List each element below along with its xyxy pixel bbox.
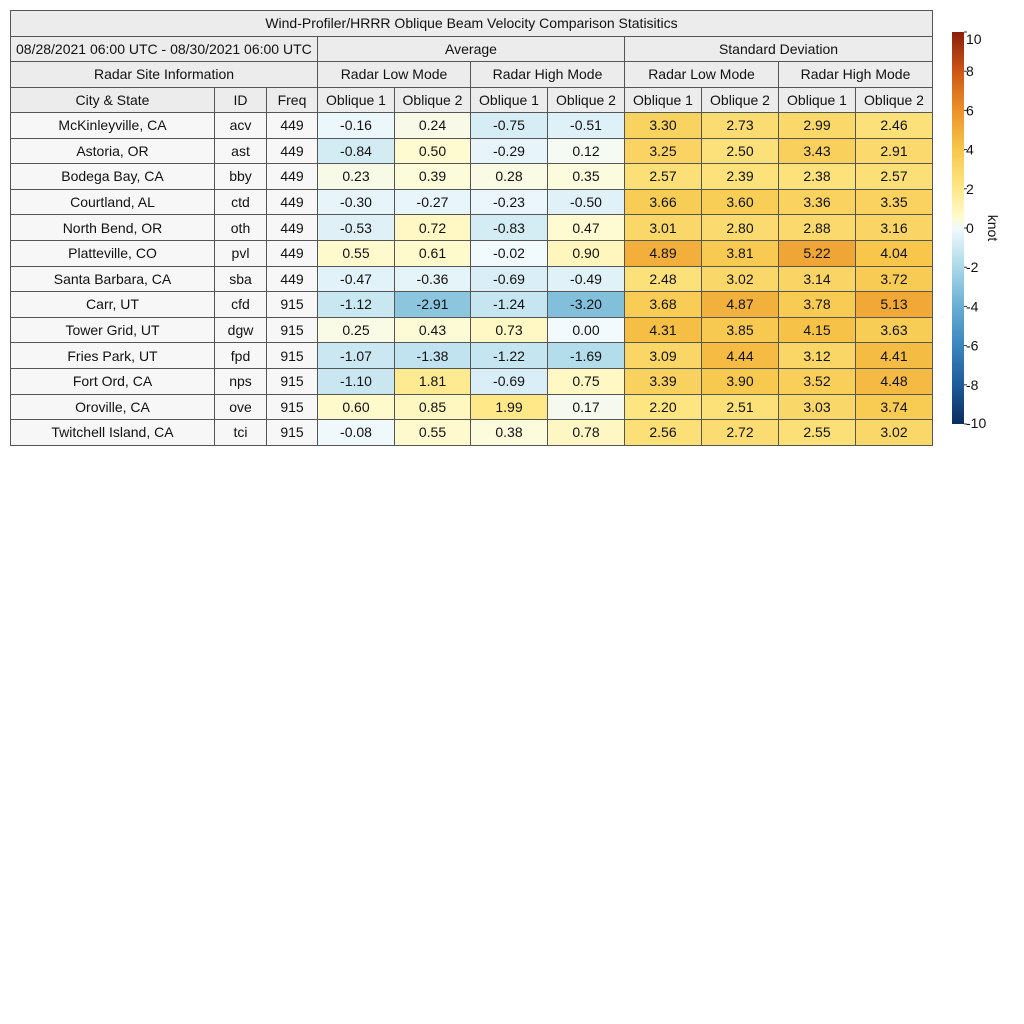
- value-cell: 0.38: [471, 420, 548, 446]
- value-cell: 2.99: [779, 113, 856, 139]
- column-header: Oblique 2: [395, 87, 471, 113]
- value-cell: 0.55: [395, 420, 471, 446]
- value-cell: 2.39: [702, 164, 779, 190]
- value-cell: 3.35: [856, 189, 933, 215]
- colorbar-tick-label: -4: [966, 298, 979, 315]
- column-header: City & State: [11, 87, 215, 113]
- value-cell: 2.57: [856, 164, 933, 190]
- mode-header: Radar Low Mode: [625, 62, 779, 88]
- value-cell: 3.60: [702, 189, 779, 215]
- mode-header: Radar Low Mode: [318, 62, 471, 88]
- value-cell: 2.55: [779, 420, 856, 446]
- value-cell: 3.02: [856, 420, 933, 446]
- value-cell: -1.38: [395, 343, 471, 369]
- site-city-cell: Twitchell Island, CA: [11, 420, 215, 446]
- colorbar-tick-label: -2: [966, 259, 979, 276]
- value-cell: 0.55: [318, 240, 395, 266]
- value-cell: 2.38: [779, 164, 856, 190]
- colorbar-tick-label: -10: [966, 415, 987, 430]
- value-cell: 2.46: [856, 113, 933, 139]
- value-cell: -0.69: [471, 368, 548, 394]
- value-cell: 3.09: [625, 343, 702, 369]
- value-cell: 1.99: [471, 394, 548, 420]
- value-cell: -1.22: [471, 343, 548, 369]
- column-header: Oblique 1: [471, 87, 548, 113]
- value-cell: 0.39: [395, 164, 471, 190]
- mode-header: Radar High Mode: [471, 62, 625, 88]
- site-id-cell: tci: [215, 420, 267, 446]
- value-cell: 3.14: [779, 266, 856, 292]
- value-cell: 3.03: [779, 394, 856, 420]
- site-freq-cell: 449: [267, 215, 318, 241]
- site-city-cell: Fries Park, UT: [11, 343, 215, 369]
- value-cell: 4.48: [856, 368, 933, 394]
- table-row: [11, 394, 933, 420]
- value-cell: -1.07: [318, 343, 395, 369]
- site-id-cell: ove: [215, 394, 267, 420]
- value-cell: -0.50: [548, 189, 625, 215]
- site-city-cell: Bodega Bay, CA: [11, 164, 215, 190]
- value-cell: 2.51: [702, 394, 779, 420]
- site-freq-cell: 449: [267, 113, 318, 139]
- colorbar-tick-label: -8: [966, 376, 979, 393]
- column-header: Oblique 2: [856, 87, 933, 113]
- value-cell: 4.31: [625, 317, 702, 343]
- value-cell: 2.72: [702, 420, 779, 446]
- site-city-cell: Carr, UT: [11, 292, 215, 318]
- table-row: [11, 164, 933, 190]
- value-cell: 3.25: [625, 138, 702, 164]
- value-cell: 0.90: [548, 240, 625, 266]
- value-cell: -0.23: [471, 189, 548, 215]
- value-cell: 5.22: [779, 240, 856, 266]
- value-cell: 4.87: [702, 292, 779, 318]
- column-header: ID: [215, 87, 267, 113]
- value-cell: -0.51: [548, 113, 625, 139]
- value-cell: -1.10: [318, 368, 395, 394]
- value-cell: -2.91: [395, 292, 471, 318]
- value-cell: 0.24: [395, 113, 471, 139]
- site-id-cell: sba: [215, 266, 267, 292]
- colorbar-tick-label: 6: [966, 102, 974, 119]
- value-cell: 0.00: [548, 317, 625, 343]
- site-freq-cell: 449: [267, 266, 318, 292]
- value-cell: -0.69: [471, 266, 548, 292]
- value-cell: 3.81: [702, 240, 779, 266]
- value-cell: 3.12: [779, 343, 856, 369]
- table-row: [11, 368, 933, 394]
- column-header: Freq: [267, 87, 318, 113]
- value-cell: -0.02: [471, 240, 548, 266]
- value-cell: 3.74: [856, 394, 933, 420]
- value-cell: 2.57: [625, 164, 702, 190]
- value-cell: 3.43: [779, 138, 856, 164]
- colorbar-tick-label: -6: [966, 337, 979, 354]
- value-cell: 3.16: [856, 215, 933, 241]
- site-city-cell: Fort Ord, CA: [11, 368, 215, 394]
- value-cell: 2.91: [856, 138, 933, 164]
- colorbar-tick-label: 8: [966, 63, 974, 80]
- value-cell: 2.80: [702, 215, 779, 241]
- value-cell: 0.12: [548, 138, 625, 164]
- value-cell: 1.81: [395, 368, 471, 394]
- site-id-cell: nps: [215, 368, 267, 394]
- std-group-header: Standard Deviation: [625, 36, 933, 62]
- value-cell: 0.17: [548, 394, 625, 420]
- site-id-cell: pvl: [215, 240, 267, 266]
- value-cell: 0.47: [548, 215, 625, 241]
- site-freq-cell: 449: [267, 189, 318, 215]
- site-freq-cell: 915: [267, 420, 318, 446]
- value-cell: -1.12: [318, 292, 395, 318]
- value-cell: 3.78: [779, 292, 856, 318]
- value-cell: 0.72: [395, 215, 471, 241]
- site-freq-cell: 449: [267, 138, 318, 164]
- site-freq-cell: 449: [267, 240, 318, 266]
- site-city-cell: Platteville, CO: [11, 240, 215, 266]
- mode-header: Radar High Mode: [779, 62, 933, 88]
- value-cell: 0.35: [548, 164, 625, 190]
- site-freq-cell: 915: [267, 292, 318, 318]
- value-cell: 3.68: [625, 292, 702, 318]
- site-freq-cell: 915: [267, 317, 318, 343]
- site-city-cell: Santa Barbara, CA: [11, 266, 215, 292]
- value-cell: 2.88: [779, 215, 856, 241]
- value-cell: 0.85: [395, 394, 471, 420]
- value-cell: -0.30: [318, 189, 395, 215]
- value-cell: 4.89: [625, 240, 702, 266]
- value-cell: 3.63: [856, 317, 933, 343]
- average-group-header: Average: [318, 36, 625, 62]
- value-cell: 3.39: [625, 368, 702, 394]
- site-freq-cell: 915: [267, 368, 318, 394]
- value-cell: 4.04: [856, 240, 933, 266]
- table-row: [11, 189, 933, 215]
- value-cell: 2.20: [625, 394, 702, 420]
- colorbar-tick-label: 0: [966, 220, 974, 236]
- colorbar-gradient: [952, 32, 964, 424]
- value-cell: -0.47: [318, 266, 395, 292]
- column-header: Oblique 1: [318, 87, 395, 113]
- value-cell: -1.69: [548, 343, 625, 369]
- site-city-cell: North Bend, OR: [11, 215, 215, 241]
- site-id-cell: fpd: [215, 343, 267, 369]
- value-cell: 3.30: [625, 113, 702, 139]
- table-row: [11, 420, 933, 446]
- value-cell: 2.50: [702, 138, 779, 164]
- value-cell: 0.78: [548, 420, 625, 446]
- table-row: [11, 343, 933, 369]
- value-cell: 2.48: [625, 266, 702, 292]
- value-cell: 0.73: [471, 317, 548, 343]
- site-id-cell: oth: [215, 215, 267, 241]
- value-cell: -1.24: [471, 292, 548, 318]
- site-city-cell: Tower Grid, UT: [11, 317, 215, 343]
- site-id-cell: ctd: [215, 189, 267, 215]
- site-city-cell: Astoria, OR: [11, 138, 215, 164]
- value-cell: 3.52: [779, 368, 856, 394]
- table-row: [11, 292, 933, 318]
- value-cell: 3.72: [856, 266, 933, 292]
- table-row: [11, 266, 933, 292]
- site-id-cell: acv: [215, 113, 267, 139]
- table-row: [11, 138, 933, 164]
- value-cell: 0.61: [395, 240, 471, 266]
- value-cell: 0.23: [318, 164, 395, 190]
- value-cell: -0.53: [318, 215, 395, 241]
- column-header: Oblique 1: [625, 87, 702, 113]
- value-cell: 0.25: [318, 317, 395, 343]
- table-title: Wind-Profiler/HRRR Oblique Beam Velocity Comparison Statisitics: [11, 11, 933, 37]
- table-row: [11, 317, 933, 343]
- site-id-cell: bby: [215, 164, 267, 190]
- value-cell: -0.75: [471, 113, 548, 139]
- value-cell: 3.85: [702, 317, 779, 343]
- value-cell: 4.41: [856, 343, 933, 369]
- value-cell: -0.27: [395, 189, 471, 215]
- value-cell: 3.90: [702, 368, 779, 394]
- site-id-cell: dgw: [215, 317, 267, 343]
- table-row: [11, 240, 933, 266]
- value-cell: -0.83: [471, 215, 548, 241]
- site-id-cell: ast: [215, 138, 267, 164]
- value-cell: 0.50: [395, 138, 471, 164]
- site-id-cell: cfd: [215, 292, 267, 318]
- table-row: [11, 113, 933, 139]
- site-info-header: Radar Site Information: [11, 62, 318, 88]
- site-freq-cell: 915: [267, 343, 318, 369]
- colorbar: [950, 30, 1024, 430]
- time-period: 08/28/2021 06:00 UTC - 08/30/2021 06:00 UTC: [11, 36, 318, 62]
- column-header: Oblique 2: [548, 87, 625, 113]
- value-cell: 2.56: [625, 420, 702, 446]
- site-city-cell: Courtland, AL: [11, 189, 215, 215]
- value-cell: 0.75: [548, 368, 625, 394]
- value-cell: -0.36: [395, 266, 471, 292]
- site-freq-cell: 449: [267, 164, 318, 190]
- colorbar-tick-label: 2: [966, 180, 974, 197]
- value-cell: 3.01: [625, 215, 702, 241]
- value-cell: 2.73: [702, 113, 779, 139]
- column-header: Oblique 1: [779, 87, 856, 113]
- table-row: [11, 215, 933, 241]
- value-cell: -0.49: [548, 266, 625, 292]
- value-cell: 4.15: [779, 317, 856, 343]
- colorbar-tick-label: 10: [966, 31, 982, 47]
- site-city-cell: McKinleyville, CA: [11, 113, 215, 139]
- value-cell: 4.44: [702, 343, 779, 369]
- value-cell: 3.02: [702, 266, 779, 292]
- value-cell: -3.20: [548, 292, 625, 318]
- value-cell: 5.13: [856, 292, 933, 318]
- value-cell: -0.84: [318, 138, 395, 164]
- value-cell: 3.66: [625, 189, 702, 215]
- comparison-stats-table: [10, 10, 933, 446]
- colorbar-tick-label: 4: [966, 141, 974, 158]
- colorbar-unit-label: knot: [985, 214, 1001, 242]
- column-header: Oblique 2: [702, 87, 779, 113]
- site-city-cell: Oroville, CA: [11, 394, 215, 420]
- value-cell: -0.29: [471, 138, 548, 164]
- value-cell: 0.60: [318, 394, 395, 420]
- value-cell: 3.36: [779, 189, 856, 215]
- value-cell: -0.08: [318, 420, 395, 446]
- value-cell: -0.16: [318, 113, 395, 139]
- value-cell: 0.28: [471, 164, 548, 190]
- site-freq-cell: 915: [267, 394, 318, 420]
- value-cell: 0.43: [395, 317, 471, 343]
